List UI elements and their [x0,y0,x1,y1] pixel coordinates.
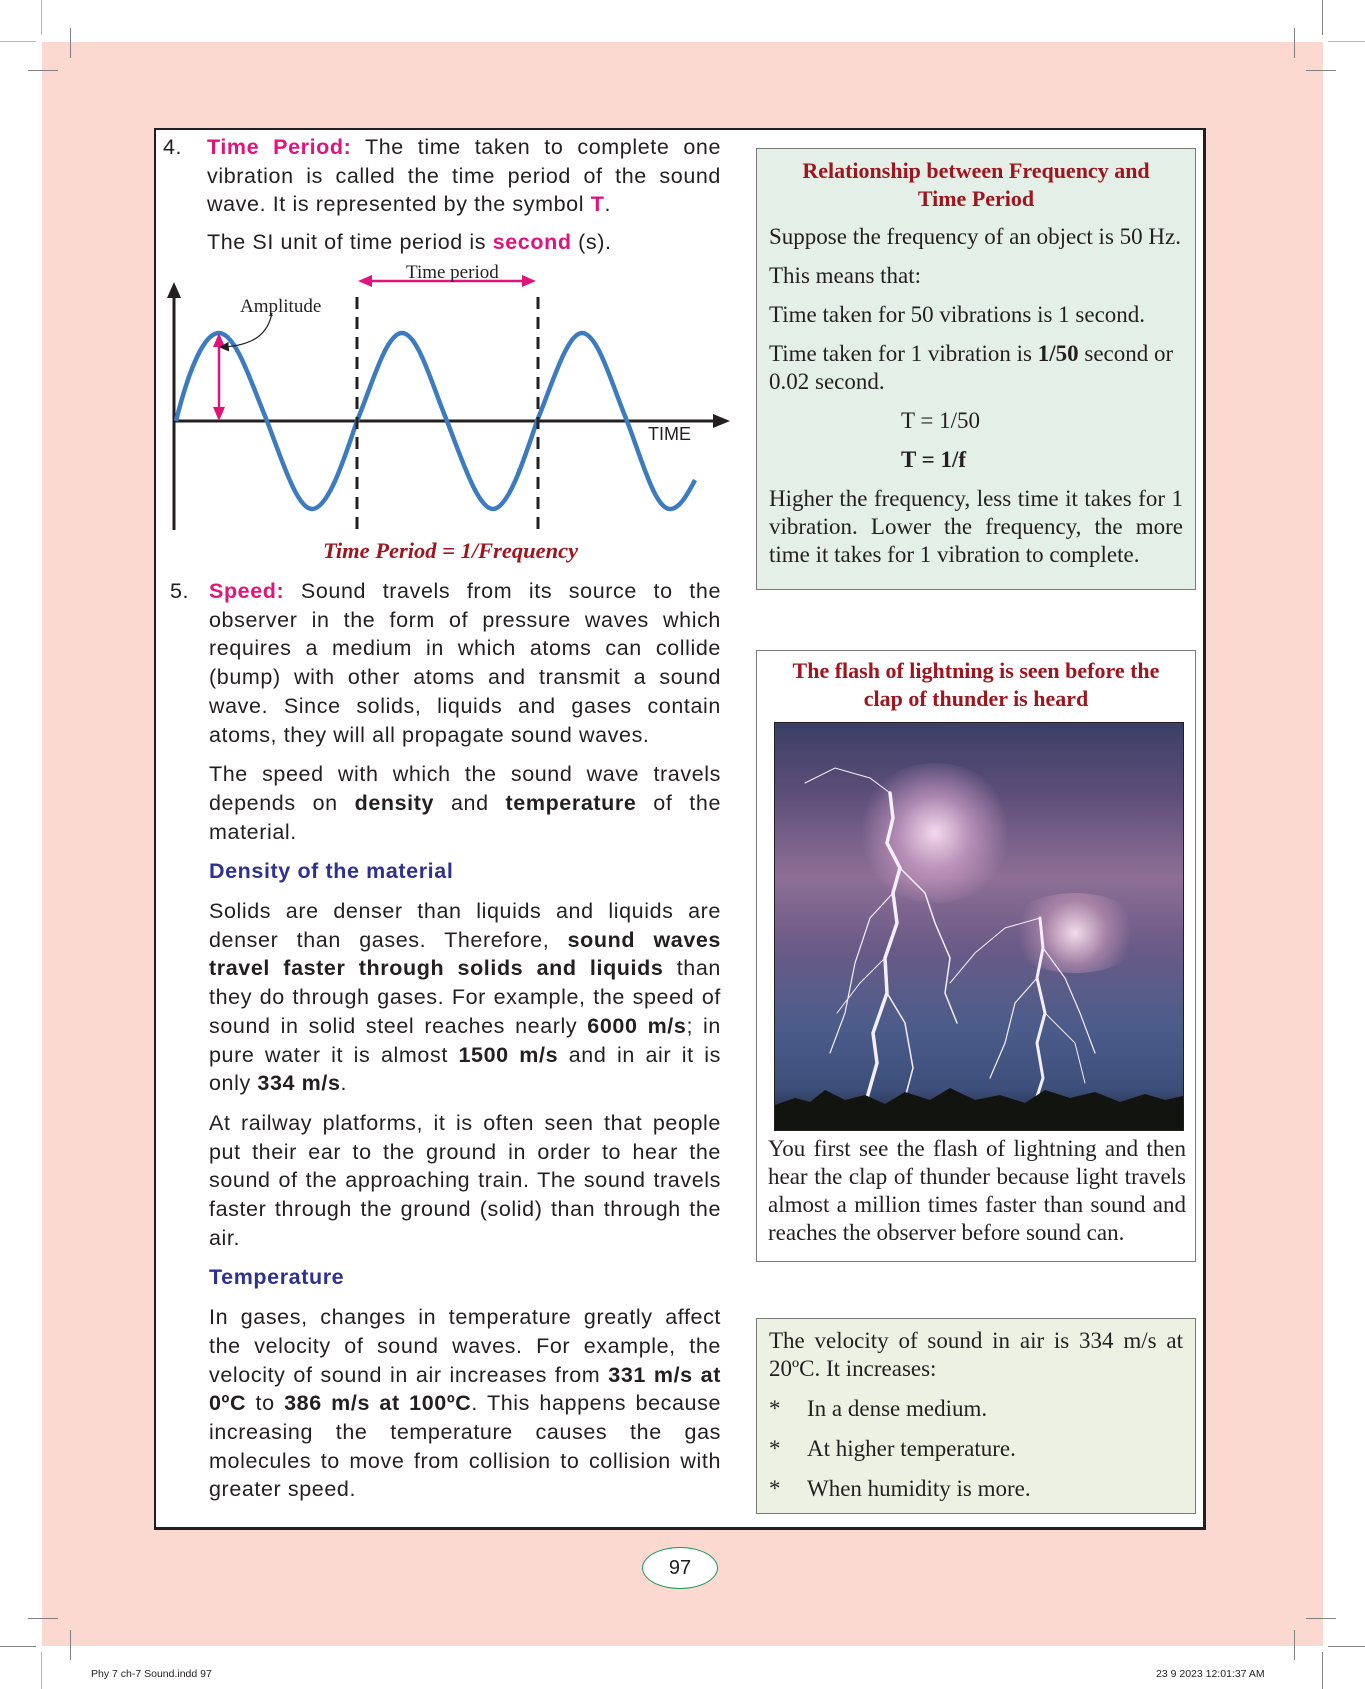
crop-mark [70,28,71,58]
density-text-c: than they do through gases. For example, the speed of sound in solid steel reaches nearly [209,956,721,1038]
temp-text-a: In gases, changes in temperature greatly affect the velocity of sound waves. For example, the velocity of sound in air increases from [209,1305,721,1387]
crop-mark [0,41,36,42]
speed-steel: 6000 m/s [587,1013,687,1038]
temp-text-c: to [246,1391,285,1416]
item-4-time-period [207,133,721,257]
lightning-caption: You first see the flash of lightning and then hear the clap of thunder because light travels almost a million times faster than sound and reaches the observer before sound can. [768,1136,1186,1245]
relationship-line-4c: second or 0.02 second. [769,341,1174,394]
term-time-period: Time Period: [207,135,352,159]
relationship-conclusion: Higher the frequency, less time it takes for 1 vibration. Lower the frequency, the more time it takes for 1 vibration to complete. [769,486,1183,567]
bullet-icon: * [769,1476,781,1501]
crop-mark [1294,28,1295,58]
speed-0c: 331 m/s at 0ºC [209,1362,721,1416]
item-5-number: 5. [170,579,190,603]
si-unit-second: second [492,230,572,255]
crop-mark [1294,1630,1295,1660]
relationship-fraction: 1/50 [1037,341,1079,366]
relationship-line-2: This means that: [769,263,922,288]
item-5-text: Sound travels from its source to the observer in the form of pressure waves which requires a medium in which atoms can collide (bump) with other atoms and transmit a sound wave. Since solids, liquids and gases contain atoms, they will all propagate sound waves. [209,579,721,747]
item-4-text: The time taken to complete one vibration is called the time period of the sound wave. It is represented by the symbol [207,135,721,217]
velocity-item-humidity: When humidity is more. [807,1476,1031,1501]
diagram-caption: Time Period = 1/Frequency [323,538,579,563]
si-unit-text: The SI unit of time period is [207,230,493,255]
speed-100c: 386 m/s at 100ºC [284,1391,472,1416]
heading-temperature: Temperature [209,1265,345,1290]
relationship-box [756,148,1196,590]
relationship-line-1: Suppose the frequency of an object is 50 Hz. [769,224,1181,249]
density-text-i: . [340,1071,348,1096]
label-time-period: Time period [406,262,499,283]
velocity-item-temperature: At higher temperature. [807,1436,1016,1461]
crop-mark [1322,0,1323,35]
crop-mark [70,1630,71,1660]
crop-mark [1328,41,1365,42]
railway-paragraph: At railway platforms, it is often seen that people put their ear to the ground in order to hear the sound of the approaching train. The sound travels faster through the ground (solid) than through the air. [209,1110,721,1250]
crop-mark [1328,1646,1365,1647]
crop-mark [41,1652,42,1689]
bold-temperature: temperature [505,790,637,815]
page-number: 97 [642,1547,718,1589]
equation-t-1-f: T = 1/f [901,447,967,472]
crop-mark [1306,1618,1336,1619]
velocity-box [756,1318,1196,1514]
density-text-g: and in air it is only [209,1042,721,1096]
velocity-list-item [769,1475,1183,1503]
symbol-t: T [590,192,605,217]
bullet-icon: * [769,1436,781,1461]
velocity-intro: The velocity of sound in air is 334 m/s at 20ºC. It increases: [769,1328,1183,1381]
lightning-box [756,650,1196,1262]
term-speed: Speed: [209,579,285,603]
x-axis-arrow-icon [713,414,730,428]
velocity-list-item [769,1395,1183,1423]
crop-mark [1322,1652,1323,1689]
crop-mark [28,1618,58,1619]
density-text-a: Solids are denser than liquids and liquids are denser than gases. Therefore, [209,899,721,952]
equation-t-1-50: T = 1/50 [901,408,980,433]
and-text: and [434,790,506,815]
density-bold-b: sound waves travel faster through solids and liquids [209,927,721,981]
lightning-image [774,722,1184,1131]
velocity-item-dense: In a dense medium. [807,1396,988,1421]
speed-water: 1500 m/s [458,1042,559,1067]
period: . [604,192,612,217]
speed-depends-text: The speed with which the sound wave travels depends on [209,762,721,815]
crop-mark [41,0,42,35]
relationship-line-4a: Time taken for 1 vibration is [769,341,1038,366]
crop-mark [28,70,58,71]
crop-mark [0,1646,36,1647]
lightning-bolts-icon [775,723,1183,1130]
item-5-speed [209,577,721,1504]
relationship-line-3: Time taken for 50 vibrations is 1 second. [769,302,1146,327]
heading-density: Density of the material [209,859,454,884]
of-material-text: of the material. [209,790,721,844]
slug-filename: Phy 7 ch-7 Sound.indd 97 [91,1668,212,1680]
bold-density: density [354,790,435,815]
bullet-icon: * [769,1396,781,1421]
crop-mark [1306,70,1336,71]
si-unit-suffix: (s). [571,230,612,255]
y-axis-arrow-icon [167,282,181,298]
density-text-e: ; in pure water it is almost [209,1013,721,1067]
label-time-axis: TIME [648,424,691,444]
speed-air: 334 m/s [257,1071,341,1096]
slug-timestamp: 23 9 2023 12:01:37 AM [1156,1668,1265,1680]
lightning-title: The flash of lightning is seen before the clap of thunder is heard [792,658,1160,711]
tree-silhouette [775,1070,1183,1130]
relationship-title: Relationship between Frequency and Time Period [802,158,1150,211]
label-amplitude: Amplitude [240,296,322,317]
temp-text-e: . This happens because increasing the temperature causes the gas molecules to move from collision to collision with greater speed. [209,1391,722,1502]
item-4-number: 4. [163,135,183,159]
velocity-list-item [769,1435,1183,1463]
